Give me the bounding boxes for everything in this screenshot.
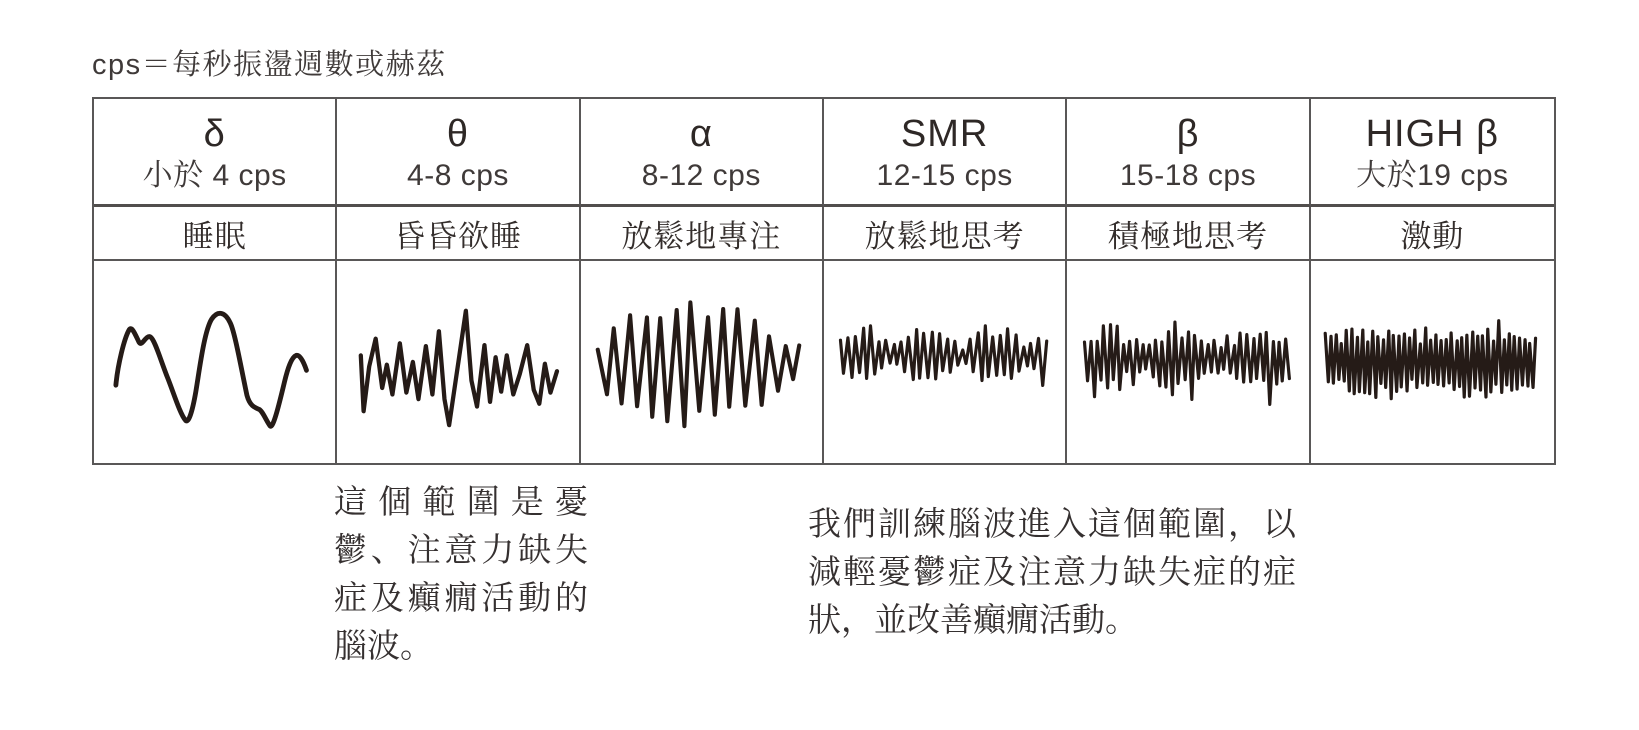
band-symbol: δ: [203, 112, 226, 155]
band-header-beta: [1067, 99, 1310, 207]
beta-waveform-illustration: [1067, 261, 1310, 463]
note-line: 鬱、注意力缺失: [334, 531, 588, 568]
band-state-smr: 放鬆地思考: [824, 207, 1067, 261]
band-frequency-range: 12-15 cps: [876, 158, 1013, 192]
band-header-delta: [94, 99, 337, 207]
band-state-alpha: 放鬆地專注: [581, 207, 824, 261]
band-frequency-range: 小於 4 cps: [142, 158, 287, 192]
note-line: 腦波。: [334, 627, 433, 664]
band-symbol: α: [689, 112, 713, 155]
band-frequency-range: 大於19 cps: [1356, 158, 1509, 192]
band-header-high-beta: [1311, 99, 1554, 207]
band-symbol: β: [1176, 112, 1200, 155]
note-line: 狀，並改善癲癇活動。: [808, 601, 1138, 638]
band-symbol: SMR: [900, 112, 989, 155]
band-header-theta: [337, 99, 580, 207]
note-line: 這個範圍是憂: [334, 483, 588, 520]
theta-waveform-illustration: [337, 261, 580, 463]
theta-range-note: [334, 478, 588, 670]
band-state-theta: 昏昏欲睡: [337, 207, 580, 261]
training-range-note: [808, 500, 1296, 644]
smr-waveform-illustration: [824, 261, 1067, 463]
brainwave-band-table: [92, 97, 1556, 465]
note-line: 我們訓練腦波進入這個範圍，以: [808, 505, 1296, 542]
band-frequency-range: 15-18 cps: [1119, 158, 1257, 192]
band-state-high-beta: 激動: [1311, 207, 1554, 261]
band-header-alpha: [581, 99, 824, 207]
band-header-smr: [824, 99, 1067, 207]
band-state-delta: 睡眠: [94, 207, 337, 261]
alpha-waveform-illustration: [581, 261, 824, 463]
band-frequency-range: 8-12 cps: [641, 158, 761, 192]
high-beta-waveform-illustration: [1311, 261, 1554, 463]
band-state-beta: 積極地思考: [1067, 207, 1310, 261]
band-symbol: θ: [446, 112, 470, 155]
band-frequency-range: 4-8 cps: [407, 158, 509, 192]
note-line: 症及癲癇活動的: [334, 579, 588, 616]
note-line: 減輕憂鬱症及注意力缺失症的症: [808, 553, 1296, 590]
delta-waveform-illustration: [94, 261, 337, 463]
cps-definition-caption: cps＝每秒振盪週數或赫茲: [92, 49, 447, 81]
band-symbol: HIGH β: [1365, 112, 1500, 155]
